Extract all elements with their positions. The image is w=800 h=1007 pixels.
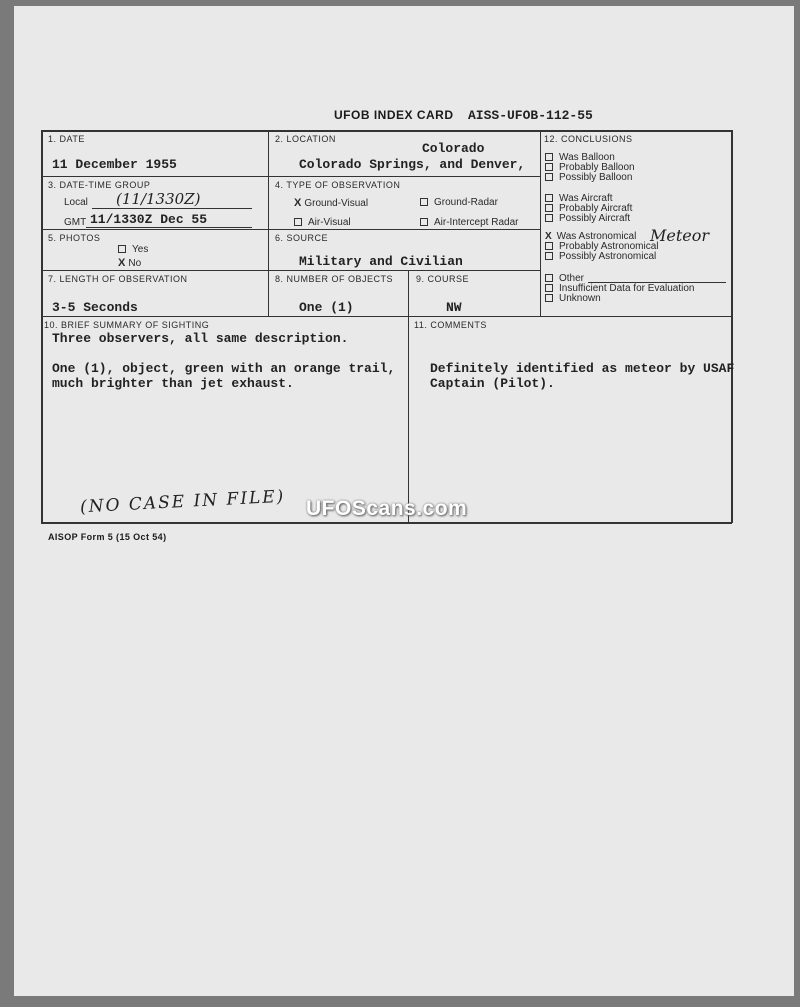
length-value: 3-5 Seconds [52,300,138,315]
source-label: 6. SOURCE [275,233,329,243]
date-label: 1. DATE [48,134,85,144]
summary-line2: One (1), object, green with an orange trail, [52,361,396,376]
number-label: 8. NUMBER OF OBJECTS [275,274,394,284]
date-value: 11 December 1955 [52,157,177,172]
card-bottom-border [41,522,732,524]
photos-label: 5. PHOTOS [48,233,101,243]
course-value: NW [446,300,462,315]
comments-line1: Definitely identified as meteor by USAF [430,361,735,376]
conclusions-group-aircraft: Was Aircraft Probably Aircraft Possibly Aircraft [545,194,632,224]
location-label: 2. LOCATION [275,134,336,144]
form-number: AISOP Form 5 (15 Oct 54) [48,532,167,542]
local-label: Local [64,197,88,208]
conclusions-group-astronomical: X Was Astronomical Probably Astronomical Possibly Astronomical [545,231,659,262]
conclusions-label: 12. CONCLUSIONS [544,134,633,144]
gmt-value: 11/1330Z Dec 55 [90,212,208,227]
location-line1: Colorado [422,141,485,156]
conclusions-group-other: Other Insufficient Data for Evaluation Unknown [545,274,694,304]
summary-line3: much brighter than jet exhaust. [52,376,294,391]
photos-no: X No [118,257,142,269]
local-value: (11/1330Z) [116,190,201,208]
length-label: 7. LENGTH OF OBSERVATION [48,274,188,284]
meteor-handwritten: Meteor [650,226,710,245]
case-id: AISS-UFOB-112-55 [468,108,593,123]
type-ground-radar: Ground-Radar [420,197,498,208]
conclusions-group-balloon: Was Balloon Probably Balloon Possibly Balloon [545,153,635,183]
card-top-border [41,130,732,132]
no-case-note: (NO CASE IN FILE) [79,486,286,518]
watermark: UFOScans.com [306,497,468,520]
type-ground-visual: X Ground-Visual [294,197,369,209]
dtg-label: 3. DATE-TIME GROUP [48,180,151,190]
summary-line1: Three observers, all same description. [52,331,349,346]
photos-yes: Yes [118,244,148,255]
comments-label: 11. COMMENTS [414,320,487,330]
type-air-intercept-radar: Air-Intercept Radar [420,217,518,228]
gmt-label: GMT [64,217,87,228]
type-label: 4. TYPE OF OBSERVATION [275,180,401,190]
source-value: Military and Civilian [299,254,463,269]
comments-line2: Captain (Pilot). [430,376,555,391]
summary-label: 10. BRIEF SUMMARY OF SIGHTING [44,320,210,330]
number-value: One (1) [299,300,354,315]
type-air-visual: Air-Visual [294,217,351,228]
card-left-border [41,130,43,523]
card-right-border [731,130,733,523]
course-label: 9. COURSE [416,274,470,284]
document-page [14,6,794,996]
location-line2: Colorado Springs, and Denver, [299,157,526,172]
card-title: UFOB INDEX CARD [334,108,454,122]
